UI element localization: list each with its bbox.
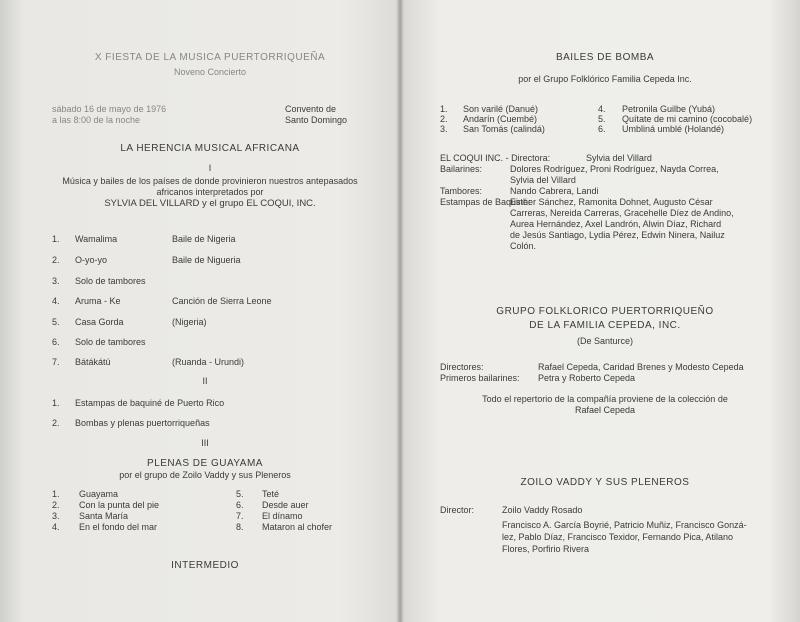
list-item-title: Solo de tambores [75,337,146,347]
list-item-title: Solo de tambores [75,276,146,286]
repertorio-line-1: Todo el repertorio de la compañía proviene de la colección de [482,394,728,404]
tambores-label: Tambores: [440,186,483,196]
part-2-numeral: II [202,376,208,386]
coqui-label: EL COQUI INC. - Directora: [440,153,551,163]
list-item-title: Wamalima [75,234,118,244]
part-3-numeral: III [201,438,209,448]
list-item-title: Mataron al chofer [262,522,333,532]
list-item-desc: Baile de Nigueria [172,255,241,265]
intro-line-1: Música y bailes de los países de donde provinieron nuestros antepasados [62,176,358,186]
list-item-number: 1. [440,104,448,114]
part-1-numeral: I [208,163,212,173]
zoilo-heading: ZOILO VADDY Y SUS PLENEROS [520,477,690,488]
estampas-line: Carreras, Nereida Carreras, Gracehelle Díez de Andino, [510,208,734,218]
list-item-number: 2. [440,114,448,124]
intro-line-3: SYLVIA DEL VILLARD y el grupo EL COQUI, INC. [104,198,316,209]
list-item-title: Aruma - Ke [75,296,121,306]
list-item-title: Bátákátú [75,357,111,367]
bailarines-line-2: Sylvia del Villard [510,175,576,185]
coqui-director: Sylvia del Villard [586,153,652,163]
list-item-number: 3. [52,511,60,521]
estampas-line: Aurea Hernández, Axel Landrón, Alwin Díaz, Richard [510,219,722,229]
list-item-number: 2. [52,255,60,265]
primeros-value: Petra y Roberto Cepeda [538,373,636,383]
list-item-number: 7. [52,357,60,367]
list-item-desc: (Ruanda - Urundi) [172,357,245,367]
list-item-number: 4. [598,104,606,114]
bailarines-label: Bailarines: [440,164,483,174]
list-item-title: O-yo-yo [75,255,108,265]
list-item-title: Casa Gorda [75,317,124,327]
list-item-title: En el fondo del mar [79,522,158,532]
list-item-desc: Canción de Sierra Leone [172,296,272,306]
list-item-number: 8. [236,522,244,532]
intro-line-2: africanos interpretados por [156,187,264,197]
estampas-line: de Jesús Santiago, Lydia Pérez, Edwin Ninera, Nailuz [510,230,725,240]
zoilo-members-line: Francisco A. García Boyrié, Patricio Muñiz, Francisco Gonzá- [502,520,747,530]
estampas-line: Esther Sánchez, Ramonita Dohnet, Augusto César [510,197,713,207]
list-item-title: Guayama [79,489,119,499]
bailes-subheading: por el Grupo Folklórico Familia Cepeda Inc. [518,74,692,84]
intermission-label: INTERMEDIO [171,560,239,571]
list-item-title: Desde auer [262,500,309,510]
venue-line-1: Convento de [285,104,337,114]
list-item-title: Andarín (Cuembé) [463,114,538,124]
right-page [400,0,800,622]
list-item-title: Son varilé (Danué) [463,104,539,114]
list-item-title: Quítate de mi camino (cocobalé) [622,114,753,124]
list-item-number: 6. [236,500,244,510]
zoilo-members-line: lez, Pablo Díaz, Francisco Texidor, Fernando Pica, Atilano [502,532,733,542]
list-item-number: 2. [52,500,60,510]
list-item-number: 6. [598,124,606,134]
repertorio-line-2: Rafael Cepeda [574,405,636,415]
list-item-desc: Baile de Nigeria [172,234,236,244]
list-item-number: 4. [52,522,60,532]
list-item-title: Con la punta del pie [79,500,160,510]
estampas-label: Estampas de Baquiné: [440,197,531,207]
grupo-heading-1: GRUPO FOLKLORICO PUERTORRIQUEÑO [496,306,714,317]
list-item-number: 3. [440,124,448,134]
list-item-number: 4. [52,296,60,306]
list-item-number: 5. [598,114,606,124]
list-item-number: 1. [52,234,60,244]
list-item-number: 1. [52,489,60,499]
book-gutter [396,0,404,622]
section-heading: LA HERENCIA MUSICAL AFRICANA [120,143,300,154]
list-item-number: 6. [52,337,60,347]
zoilo-director-value: Zoilo Vaddy Rosado [502,505,583,515]
grupo-location: (De Santurce) [576,336,634,346]
plenas-heading: PLENAS DE GUAYAMA [147,458,263,469]
list-item-title: Santa María [79,511,129,521]
list-item-title: Estampas de baquiné de Puerto Rico [75,398,225,408]
directores-label: Directores: [440,362,484,372]
bailes-heading: BAILES DE BOMBA [555,52,655,63]
primeros-label: Primeros bailarines: [440,373,520,383]
program-subtitle: Noveno Concierto [173,67,247,77]
list-item-number: 7. [236,511,244,521]
list-item-title: El dínamo [262,511,303,521]
list-item-title: Petronila Guilbe (Yubá) [622,104,716,114]
date-line-2: a las 8:00 de la noche [52,115,141,125]
program-title: X FIESTA DE LA MUSICA PUERTORRIQUEÑA [94,52,326,63]
list-item-title: Umbliná umblé (Holandé) [622,124,725,134]
bailarines-line-1: Dolores Rodríguez, Proni Rodríguez, Nayda Correa, [510,164,719,174]
list-item-title: Bombas y plenas puertorriqueñas [75,418,210,428]
list-item-desc: (Nigeria) [172,317,207,327]
list-item-number: 5. [236,489,244,499]
list-item-number: 3. [52,276,60,286]
date-line-1: sábado 16 de mayo de 1976 [52,104,167,114]
estampas-line: Colón. [510,241,537,251]
list-item-number: 2. [52,418,60,428]
list-item-title: San Tomás (calindá) [463,124,545,134]
list-item-title: Teté [262,489,280,499]
list-item-number: 5. [52,317,60,327]
zoilo-director-label: Director: [440,505,475,515]
grupo-heading-2: DE LA FAMILIA CEPEDA, INC. [529,320,681,331]
tambores-value: Nando Cabrera, Landi [510,186,599,196]
venue-line-2: Santo Domingo [285,115,348,125]
directores-value: Rafael Cepeda, Caridad Brenes y Modesto Cepeda [538,362,744,372]
plenas-subheading: por el grupo de Zoilo Vaddy y sus Pleneros [119,470,291,480]
list-item-number: 1. [52,398,60,408]
zoilo-members-line: Flores, Porfirio Rivera [502,544,590,554]
